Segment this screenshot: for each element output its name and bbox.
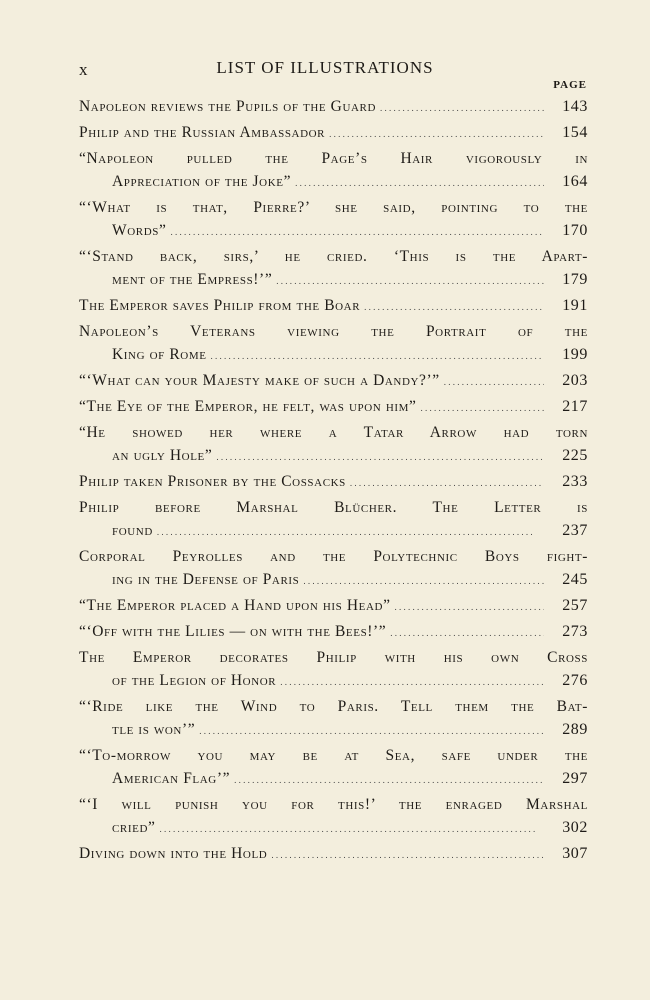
entry-continuation-line bbox=[79, 568, 588, 591]
illustration-entry bbox=[79, 842, 588, 865]
entry-title-text: Appreciation of the Joke” bbox=[112, 173, 292, 190]
entry-title-line bbox=[79, 147, 588, 170]
entry-page-number: 191 bbox=[562, 297, 588, 314]
entry-title-text: cried” bbox=[112, 819, 156, 836]
entry-page-number: 143 bbox=[562, 98, 588, 115]
illustration-entry bbox=[79, 395, 588, 418]
entry-title-line bbox=[79, 496, 588, 519]
entry-title-line bbox=[79, 545, 588, 568]
entry-page-number: 273 bbox=[562, 623, 588, 640]
dot-leader bbox=[234, 767, 544, 792]
entry-continuation-line bbox=[79, 343, 588, 366]
entry-title-line bbox=[79, 842, 588, 865]
entry-page-number: 233 bbox=[562, 473, 588, 490]
page-column-heading: PAGE bbox=[553, 79, 587, 91]
entry-page-number: 164 bbox=[562, 173, 588, 190]
dot-leader bbox=[390, 620, 544, 645]
dot-leader bbox=[280, 669, 544, 694]
entry-page-number: 199 bbox=[562, 346, 588, 363]
entry-title-text: The Emperor decorates Philip with his own Cross bbox=[79, 649, 588, 666]
entry-title-line bbox=[79, 620, 588, 643]
entry-title-line bbox=[79, 95, 588, 118]
entry-page-number: 297 bbox=[562, 770, 588, 787]
entry-title-text: “‘Off with the Lilies — on with the Bees!’” bbox=[79, 623, 387, 640]
entry-continuation-line bbox=[79, 816, 588, 839]
entry-title-text: “‘Stand back, sirs,’ he cried. ‘This is the Apart- bbox=[79, 248, 588, 265]
entry-page-number: 289 bbox=[562, 721, 588, 738]
entry-title-text: King of Rome bbox=[112, 346, 207, 363]
entry-title-text: ing in the Defense of Paris bbox=[112, 571, 300, 588]
entry-title-line bbox=[79, 470, 588, 493]
illustration-entry bbox=[79, 294, 588, 317]
entry-title-text: “He showed her where a Tatar Arrow had torn bbox=[79, 424, 588, 441]
illustration-entry bbox=[79, 695, 588, 741]
entry-title-text: “The Eye of the Emperor, he felt, was upon him” bbox=[79, 398, 417, 415]
entry-title-text: Corporal Peyrolles and the Polytechnic Boys fight- bbox=[79, 548, 588, 565]
entry-title-text: “Napoleon pulled the Page’s Hair vigorously in bbox=[79, 150, 588, 167]
illustration-entry bbox=[79, 744, 588, 790]
entry-title-text: “‘What is that, Pierre?’ she said, pointing to the bbox=[79, 199, 588, 216]
illustration-entry bbox=[79, 121, 588, 144]
folio-number: x bbox=[79, 60, 89, 79]
dot-leader bbox=[303, 568, 544, 593]
entry-title-text: Napoleon reviews the Pupils of the Guard bbox=[79, 98, 377, 115]
entry-title-line bbox=[79, 793, 588, 816]
dot-leader bbox=[216, 444, 544, 469]
dot-leader bbox=[395, 594, 544, 619]
illustration-entry bbox=[79, 196, 588, 242]
illustration-entry bbox=[79, 594, 588, 617]
entry-page-number: 203 bbox=[562, 372, 588, 389]
entry-title-text: “The Emperor placed a Hand upon his Head” bbox=[79, 597, 391, 614]
illustration-entry bbox=[79, 369, 588, 392]
dot-leader bbox=[444, 369, 544, 394]
entry-page-number: 179 bbox=[562, 271, 588, 288]
illustration-entry bbox=[79, 147, 588, 193]
entry-title-text: Napoleon’s Veterans viewing the Portrait of the bbox=[79, 323, 588, 340]
entry-page-number: 257 bbox=[562, 597, 588, 614]
entry-page-number: 245 bbox=[562, 571, 588, 588]
illustration-entry bbox=[79, 545, 588, 591]
entry-page-number: 307 bbox=[562, 845, 588, 862]
entry-title-text: “‘What can your Majesty make of such a Dandy?’” bbox=[79, 372, 440, 389]
entry-continuation-line bbox=[79, 268, 588, 291]
entry-continuation-line bbox=[79, 444, 588, 467]
dot-leader bbox=[276, 268, 544, 293]
entry-page-number: 217 bbox=[562, 398, 588, 415]
entry-page-number: 276 bbox=[562, 672, 588, 689]
dot-leader bbox=[420, 395, 544, 420]
entry-title-text: Philip and the Russian Ambassador bbox=[79, 124, 326, 141]
entry-title-line bbox=[79, 121, 588, 144]
entry-title-text: an ugly Hole” bbox=[112, 447, 213, 464]
entry-continuation-line bbox=[79, 718, 588, 741]
illustration-entry bbox=[79, 470, 588, 493]
entry-title-text: The Emperor saves Philip from the Boar bbox=[79, 297, 361, 314]
illustration-entry bbox=[79, 496, 588, 542]
entry-page-number: 170 bbox=[562, 222, 588, 239]
entry-continuation-line bbox=[79, 669, 588, 692]
entry-title-text: ment of the Empress!’” bbox=[112, 271, 273, 288]
entry-title-text: tle is won’” bbox=[112, 721, 196, 738]
entry-title-text: Philip before Marshal Blücher. The Letter is bbox=[79, 499, 588, 516]
entry-title-text: found bbox=[112, 522, 153, 539]
dot-leader bbox=[157, 519, 544, 544]
entry-title-text: Words” bbox=[112, 222, 167, 239]
entry-title-line bbox=[79, 744, 588, 767]
illustration-entry bbox=[79, 95, 588, 118]
entry-title-line bbox=[79, 245, 588, 268]
entry-title-text: Philip taken Prisoner by the Cossacks bbox=[79, 473, 346, 490]
dot-leader bbox=[199, 718, 544, 743]
entry-page-number: 225 bbox=[562, 447, 588, 464]
entry-title-line bbox=[79, 294, 588, 317]
entry-title-line bbox=[79, 646, 588, 669]
entry-title-line bbox=[79, 395, 588, 418]
illustration-entry bbox=[79, 646, 588, 692]
illustration-entry bbox=[79, 421, 588, 467]
entry-title-text: “‘I will punish you for this!’ the enraged Marshal bbox=[79, 796, 588, 813]
entry-continuation-line bbox=[79, 519, 588, 542]
entry-title-line bbox=[79, 320, 588, 343]
dot-leader bbox=[170, 219, 544, 244]
running-head: LIST OF ILLUSTRATIONS bbox=[216, 58, 434, 77]
entry-continuation-line bbox=[79, 170, 588, 193]
entry-continuation-line bbox=[79, 767, 588, 790]
dot-leader bbox=[159, 816, 544, 841]
entry-title-text: American Flag’” bbox=[112, 770, 231, 787]
illustration-entry bbox=[79, 245, 588, 291]
entry-page-number: 302 bbox=[562, 819, 588, 836]
dot-leader bbox=[271, 842, 544, 867]
entry-title-line bbox=[79, 196, 588, 219]
dot-leader bbox=[364, 294, 544, 319]
dot-leader bbox=[295, 170, 544, 195]
dot-leader bbox=[380, 95, 544, 120]
entry-title-line bbox=[79, 369, 588, 392]
illustration-entry bbox=[79, 620, 588, 643]
entry-title-line bbox=[79, 695, 588, 718]
dot-leader bbox=[329, 121, 544, 146]
entry-page-number: 237 bbox=[562, 522, 588, 539]
entry-title-line bbox=[79, 421, 588, 444]
entry-continuation-line bbox=[79, 219, 588, 242]
dot-leader bbox=[350, 470, 544, 495]
entry-title-text: “‘To-morrow you may be at Sea, safe under the bbox=[79, 747, 588, 764]
entry-page-number: 154 bbox=[562, 124, 588, 141]
illustration-entry bbox=[79, 793, 588, 839]
illustrations-list bbox=[79, 95, 588, 868]
illustration-entry bbox=[79, 320, 588, 366]
entry-title-text: Diving down into the Hold bbox=[79, 845, 268, 862]
entry-title-text: of the Legion of Honor bbox=[112, 672, 277, 689]
dot-leader bbox=[211, 343, 544, 368]
entry-title-line bbox=[79, 594, 588, 617]
entry-title-text: “‘Ride like the Wind to Paris. Tell them the Bat- bbox=[79, 698, 588, 715]
